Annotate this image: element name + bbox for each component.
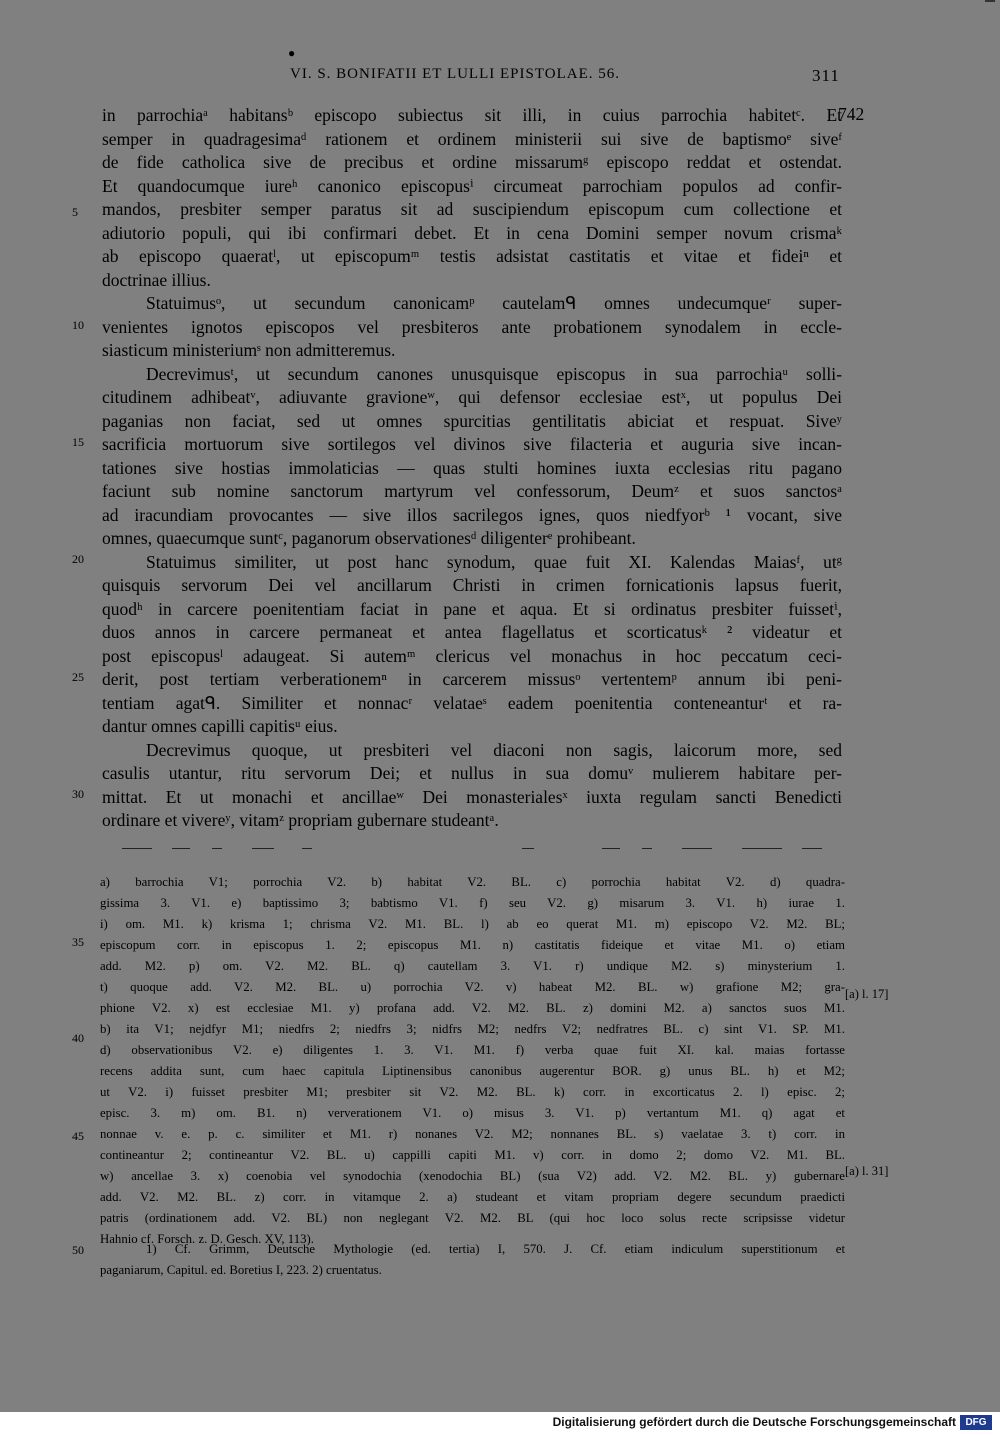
text-line: citudinem adhibeatᵛ, adiuvante gravioneʷ, qui defensor ecclesiae estˣ, ut populus Dei — [102, 387, 842, 407]
text-line: doctrinae illius. — [102, 269, 211, 290]
text-line: de fide catholica sive de precibus et ordine missarumᵍ episcopo reddat et ostendat. — [102, 152, 842, 172]
text-line: Statuimus similiter, ut post hanc synodum, quae fuit XI. Kalendas Maiasᶠ, utᵍ — [146, 551, 842, 572]
text-line: adiutorio populi, qui ibi confirmari debet. Et in cena Domini semper novum crismaᵏ — [102, 222, 842, 243]
footnotes — [100, 1239, 845, 1281]
text-line: ad iracundiam provocantes — sive illos sacrilegos ignes, quos niedfyorᵇ ¹ vocant, sive — [102, 504, 842, 525]
text-line: faciunt sub nomine sanctorum martyrum vel confessorum, Deumᶻ et suos sanctosᵃ — [102, 481, 842, 501]
apparatus-line: phione V2. x) est ecclesiae M1. y) profana add. V2. M2. BL. z) domini M2. a) sanctos suos M1. — [100, 1001, 845, 1015]
text-line: sacrificia mortuorum sive sortilegos vel divinos sive filacteria et auguria sive incan- — [102, 434, 842, 454]
apparatus-line: Hahnio cf. Forsch. z. D. Gesch. XV, 113). — [100, 1232, 314, 1246]
text-line: Decrevimusᵗ, ut secundum canones unusquisque episcopus in sua parrochiaᵘ solli- — [146, 363, 842, 384]
scan-dot: ● — [288, 46, 296, 60]
text-line: omnes, quaecumque suntᶜ, paganorum observationesᵈ diligenterᵉ prohibeant. — [102, 528, 636, 548]
text-line: quisquis servorum Dei vel ancillarum Christi in crimen fornicationis lapsus fuerit, — [102, 575, 842, 595]
apparatus-line: add. V2. M2. BL. z) corr. in vitamque 2. a) studeant et vitam propriam degere secundum praedicti — [100, 1190, 845, 1204]
text-line: mittat. Et ut monachi et ancillaeʷ Dei monasterialesˣ iuxta regulam sancti Benedicti — [102, 786, 842, 807]
text-line: venientes ignotos episcopos vel presbiteros ante probationem synodalem in eccle- — [102, 316, 842, 337]
text-line: quodʰ in carcere poenitentiam faciat in pane et aqua. Et si ordinatus presbiter fuissetⁱ, — [102, 598, 842, 619]
apparatus-line: recens addita sunt, cum haec capitula Liptinensibus canonibus augerentur BOR. g) unus BL. h) et M2; — [100, 1064, 845, 1078]
text-line: paganias non faciat, sed ut omnes spurcitias gentilitatis abiciat et respuat. Siveʸ — [102, 410, 842, 431]
text-line: duos annos in carcere permaneat et antea flagellatus et scorticatusᵏ ² videatur et — [102, 622, 842, 642]
running-title: VI. S. BONIFATII ET LULLI EPISTOLAE. 56. — [290, 66, 620, 82]
text-line: semper in quadragesimaᵈ rationem et ordinem ministerii sui sive de baptismoᵉ siveᶠ — [102, 128, 842, 149]
text-line: post episcopusˡ adaugeat. Si autemᵐ clericus vel monachus in hoc peccatum ceci- — [102, 645, 842, 666]
text-line: tationes sive hostias immolaticias — quas stulti homines iuxta ecclesias ritu pagano — [102, 457, 842, 478]
apparatus-line: a) barrochia V1; porrochia V2. b) habitat V2. BL. c) porrochia habitat V2. d) quadra- — [100, 875, 845, 889]
apparatus-line: ut V2. i) fuisset presbiter M1; presbiter sit V2. M2. BL. k) corr. in excorticatus 2. l) episc. 2; — [100, 1085, 845, 1099]
apparatus-line: episcopum corr. in episcopus 1. 2; episcopus M1. n) castitatis fideique et vitae M1. o) etiam — [100, 938, 845, 952]
apparatus-line: nonnae v. e. p. c. similiter et M1. r) nonanes V2. M2; nonnanes BL. s) vaelatae 3. t) corr. in — [100, 1127, 845, 1141]
text-line: siasticum ministeriumˢ non admitteremus. — [102, 340, 396, 360]
line-number: 25 — [72, 670, 84, 684]
footer-bar — [0, 1412, 1000, 1435]
line-number: 5 — [72, 205, 78, 219]
line-number: 35 — [72, 935, 84, 949]
footnote-line: 1) Cf. Grimm, Deutsche Mythologie (ed. tertia) I, 570. J. Cf. etiam indiculum superstitionum et — [146, 1242, 845, 1256]
apparatus-line: add. M2. p) om. V2. M2. BL. q) cautellam 3. V1. r) undique M2. s) minysterium 1. — [100, 959, 845, 973]
text-line: derit, post tertiam verberationemⁿ in carcerem missusᵒ vertentemᵖ annum ibi peni- — [102, 669, 842, 689]
apparatus-line: contineantur 2; contineantur V2. BL. u) cappilli capiti M1. v) corr. in domo 2; domo V2. M1. BL. — [100, 1148, 845, 1162]
apparatus-line: d) observationibus V2. e) diligentes 1. 3. V1. M1. f) verba quae fuit XI. kal. maias fortasse — [100, 1043, 845, 1057]
critical-apparatus — [100, 872, 845, 1250]
text-line: casulis utantur, ritu servorum Dei; et nullus in sua domuᵛ mulierem habitare per- — [102, 763, 842, 783]
line-number: 10 — [72, 318, 84, 332]
text-line: in parrochiaᵃ habitansᵇ episcopo subiectus sit illi, in cuius parrochia habitetᶜ. Et — [102, 105, 842, 125]
apparatus-line: episc. 3. m) om. B1. n) ververationem V1. o) misus 3. V1. p) vertantum M1. q) agat et — [100, 1106, 845, 1120]
main-text — [102, 104, 842, 833]
line-number: 15 — [72, 435, 84, 449]
apparatus-line: i) om. M1. k) krisma 1; chrisma V2. M1. BL. l) ab eo querat M1. m) episcopo V2. M2. BL; — [100, 917, 845, 931]
footer-credit[interactable]: Digitalisierung gefördert durch die Deutsche Forschungsgemeinschaft — [552, 1415, 956, 1429]
line-number: 45 — [72, 1129, 84, 1143]
margin-ref: [a) l. 31] — [845, 1164, 889, 1178]
text-line: Et quandocumque iureʰ canonico episcopusⁱ circumeat parrochiam populos ad confir- — [102, 175, 842, 196]
footnote-line: paganiarum, Capitul. ed. Boretius I, 223. 2) cruentatus. — [100, 1263, 382, 1277]
line-number: 50 — [72, 1243, 84, 1257]
apparatus-line: t) quoque add. V2. M2. BL. u) porrochia V2. v) habeat M2. BL. w) grafione M2; gra- — [100, 980, 845, 994]
page-number: 311 — [812, 66, 840, 85]
text-line: Statuimusᵒ, ut secundum canonicamᵖ cautelamᑫ omnes undecumqueʳ super- — [146, 293, 842, 313]
apparatus-line: gissima 3. V1. e) baptissimo 3; babtismo V1. f) seu V2. g) misarum 3. V1. h) iurae 1. — [100, 896, 845, 910]
margin-ref: [a) l. 17] — [845, 987, 889, 1001]
text-line: ab episcopo quaeratˡ, ut episcopumᵐ testis adsistat castitatis et vitae et fideiⁿ et — [102, 246, 842, 266]
apparatus-line: w) ancellae 3. x) coenobia vel synodochia (xenodochia BL) (sua V2) add. V2. M2. BL. y) gubernare — [100, 1169, 845, 1183]
text-line: ordinare et vivereʸ, vitamᶻ propriam gubernare studeantᵃ. — [102, 810, 499, 830]
apparatus-line: b) ita V1; nejdfyr M1; niedfrs 2; niedfrs 3; nidfrs M2; nedfrs V2; nedfratres BL. c) sint V1. SP. M1. — [100, 1022, 845, 1036]
line-number: 40 — [72, 1031, 84, 1045]
text-line: Decrevimus quoque, ut presbiteri vel diaconi non sagis, laicorum more, sed — [146, 739, 842, 760]
text-line: mandos, presbiter semper paratus sit ad suscipiendum episcopum cum collectione et — [102, 199, 842, 219]
text-line: dantur omnes capilli capitisᵘ eius. — [102, 716, 338, 736]
apparatus-line: patris (ordinationem add. V2. BL) non neglegant V2. M2. BL (qui hoc loco solus recte scripsisse videtur — [100, 1211, 845, 1225]
line-number: 30 — [72, 787, 84, 801]
line-number: 20 — [72, 552, 84, 566]
scan-edge-mark — [985, 0, 995, 2]
text-line: tentiam agatᑫ. Similiter et nonnacʳ velataeˢ eadem poenitentia conteneanturᵗ et ra- — [102, 692, 842, 713]
separator-rule — [102, 848, 842, 850]
margin-year: 742 — [838, 104, 865, 124]
dfg-logo[interactable]: DFG — [960, 1415, 992, 1430]
